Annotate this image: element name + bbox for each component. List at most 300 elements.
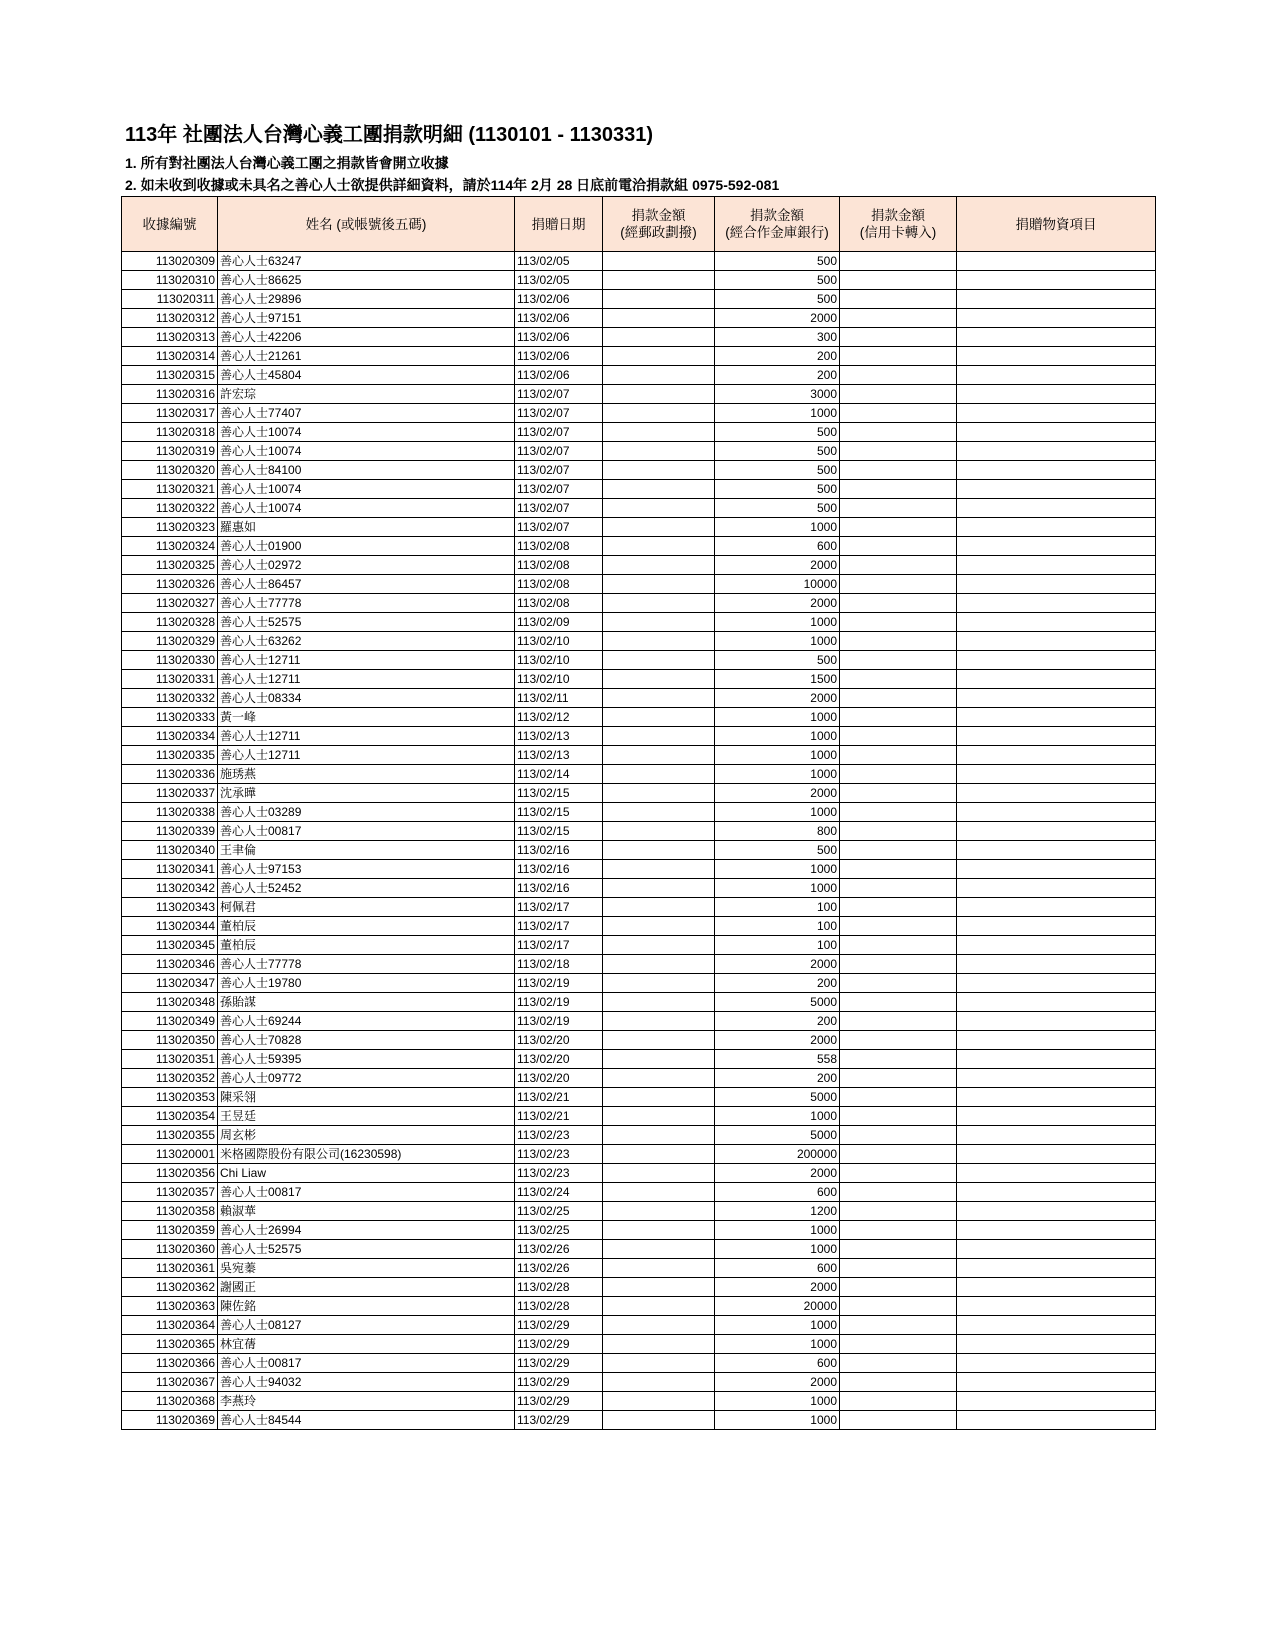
cell-bank-amount: 20000 xyxy=(715,1297,840,1316)
cell-postal-amount xyxy=(603,974,715,993)
cell-card-amount xyxy=(840,366,957,385)
cell-goods xyxy=(957,1259,1156,1278)
cell-name: 善心人士52575 xyxy=(218,613,515,632)
cell-bank-amount: 2000 xyxy=(715,1278,840,1297)
cell-receipt-no: 113020364 xyxy=(122,1316,218,1335)
cell-date: 113/02/14 xyxy=(515,765,603,784)
cell-date: 113/02/07 xyxy=(515,461,603,480)
cell-card-amount xyxy=(840,1335,957,1354)
cell-date: 113/02/06 xyxy=(515,290,603,309)
cell-card-amount xyxy=(840,423,957,442)
cell-receipt-no: 113020315 xyxy=(122,366,218,385)
cell-postal-amount xyxy=(603,1202,715,1221)
cell-receipt-no: 113020341 xyxy=(122,860,218,879)
cell-goods xyxy=(957,974,1156,993)
cell-name: 善心人士00817 xyxy=(218,1354,515,1373)
header-bank-amount-line2: (經合作金庫銀行) xyxy=(725,225,829,240)
page-title: 113年 社團法人台灣心義工團捐款明細 (1130101 - 1130331) xyxy=(125,124,653,146)
cell-receipt-no: 113020358 xyxy=(122,1202,218,1221)
table-header-row xyxy=(122,197,1156,252)
cell-receipt-no: 113020314 xyxy=(122,347,218,366)
cell-card-amount xyxy=(840,1373,957,1392)
cell-name: 王昱廷 xyxy=(218,1107,515,1126)
table-row xyxy=(122,1202,1156,1221)
cell-postal-amount xyxy=(603,480,715,499)
table-row xyxy=(122,689,1156,708)
cell-bank-amount: 1000 xyxy=(715,1221,840,1240)
cell-receipt-no: 113020338 xyxy=(122,803,218,822)
cell-card-amount xyxy=(840,955,957,974)
cell-name: 吳宛蓁 xyxy=(218,1259,515,1278)
cell-receipt-no: 113020351 xyxy=(122,1050,218,1069)
cell-postal-amount xyxy=(603,1259,715,1278)
cell-date: 113/02/17 xyxy=(515,917,603,936)
cell-date: 113/02/07 xyxy=(515,404,603,423)
cell-bank-amount: 1000 xyxy=(715,746,840,765)
cell-postal-amount xyxy=(603,613,715,632)
cell-bank-amount: 600 xyxy=(715,1259,840,1278)
cell-postal-amount xyxy=(603,442,715,461)
cell-postal-amount xyxy=(603,518,715,537)
cell-postal-amount xyxy=(603,1145,715,1164)
cell-postal-amount xyxy=(603,461,715,480)
cell-goods xyxy=(957,689,1156,708)
cell-postal-amount xyxy=(603,708,715,727)
cell-card-amount xyxy=(840,480,957,499)
cell-card-amount xyxy=(840,1183,957,1202)
cell-bank-amount: 500 xyxy=(715,442,840,461)
cell-goods xyxy=(957,632,1156,651)
cell-goods xyxy=(957,1411,1156,1430)
cell-bank-amount: 500 xyxy=(715,461,840,480)
cell-card-amount xyxy=(840,1240,957,1259)
cell-date: 113/02/20 xyxy=(515,1031,603,1050)
cell-goods xyxy=(957,499,1156,518)
cell-receipt-no: 113020331 xyxy=(122,670,218,689)
cell-goods xyxy=(957,1183,1156,1202)
cell-name: 善心人士77407 xyxy=(218,404,515,423)
cell-name: 善心人士02972 xyxy=(218,556,515,575)
cell-receipt-no: 113020309 xyxy=(122,252,218,271)
cell-name: 周玄彬 xyxy=(218,1126,515,1145)
cell-date: 113/02/10 xyxy=(515,651,603,670)
cell-bank-amount: 500 xyxy=(715,841,840,860)
cell-bank-amount: 1000 xyxy=(715,860,840,879)
cell-card-amount xyxy=(840,689,957,708)
table-row xyxy=(122,670,1156,689)
cell-goods xyxy=(957,1031,1156,1050)
note-receipt-policy: 1. 所有對社團法人台灣心義工團之捐款皆會開立收據 xyxy=(125,155,449,171)
cell-date: 113/02/09 xyxy=(515,613,603,632)
cell-bank-amount: 2000 xyxy=(715,309,840,328)
cell-postal-amount xyxy=(603,1297,715,1316)
cell-date: 113/02/29 xyxy=(515,1335,603,1354)
cell-goods xyxy=(957,385,1156,404)
header-card-amount xyxy=(840,197,957,252)
cell-name: 王聿倫 xyxy=(218,841,515,860)
table-row xyxy=(122,993,1156,1012)
cell-goods xyxy=(957,594,1156,613)
cell-receipt-no: 113020365 xyxy=(122,1335,218,1354)
cell-bank-amount: 5000 xyxy=(715,993,840,1012)
cell-postal-amount xyxy=(603,746,715,765)
cell-postal-amount xyxy=(603,670,715,689)
cell-goods xyxy=(957,366,1156,385)
cell-card-amount xyxy=(840,1069,957,1088)
cell-date: 113/02/25 xyxy=(515,1221,603,1240)
cell-card-amount xyxy=(840,1202,957,1221)
table-row xyxy=(122,955,1156,974)
table-row xyxy=(122,1297,1156,1316)
cell-goods xyxy=(957,841,1156,860)
cell-card-amount xyxy=(840,784,957,803)
cell-name: Chi Liaw xyxy=(218,1164,515,1183)
cell-date: 113/02/16 xyxy=(515,841,603,860)
cell-card-amount xyxy=(840,271,957,290)
cell-receipt-no: 113020356 xyxy=(122,1164,218,1183)
cell-name: 善心人士21261 xyxy=(218,347,515,366)
cell-receipt-no: 113020310 xyxy=(122,271,218,290)
cell-postal-amount xyxy=(603,879,715,898)
header-bank-amount-line1: 捐款金額 xyxy=(750,208,804,223)
cell-bank-amount: 300 xyxy=(715,328,840,347)
cell-card-amount xyxy=(840,613,957,632)
cell-name: 董柏辰 xyxy=(218,936,515,955)
table-row xyxy=(122,328,1156,347)
cell-bank-amount: 200 xyxy=(715,974,840,993)
cell-postal-amount xyxy=(603,556,715,575)
cell-card-amount xyxy=(840,898,957,917)
table-row xyxy=(122,1259,1156,1278)
cell-bank-amount: 500 xyxy=(715,423,840,442)
header-postal-amount-line2: (經郵政劃撥) xyxy=(620,225,697,240)
cell-goods xyxy=(957,936,1156,955)
cell-name: 善心人士00817 xyxy=(218,1183,515,1202)
cell-date: 113/02/07 xyxy=(515,518,603,537)
cell-receipt-no: 113020328 xyxy=(122,613,218,632)
cell-receipt-no: 113020318 xyxy=(122,423,218,442)
table-row xyxy=(122,1354,1156,1373)
cell-goods xyxy=(957,480,1156,499)
table-row xyxy=(122,1145,1156,1164)
cell-goods xyxy=(957,1145,1156,1164)
cell-goods xyxy=(957,1050,1156,1069)
cell-goods xyxy=(957,290,1156,309)
cell-date: 113/02/15 xyxy=(515,822,603,841)
cell-postal-amount xyxy=(603,1164,715,1183)
cell-receipt-no: 113020369 xyxy=(122,1411,218,1430)
table-row xyxy=(122,1050,1156,1069)
cell-bank-amount: 1000 xyxy=(715,518,840,537)
cell-card-amount xyxy=(840,1316,957,1335)
cell-postal-amount xyxy=(603,917,715,936)
cell-bank-amount: 5000 xyxy=(715,1126,840,1145)
cell-bank-amount: 2000 xyxy=(715,955,840,974)
cell-date: 113/02/21 xyxy=(515,1107,603,1126)
cell-goods xyxy=(957,1126,1156,1145)
cell-card-amount xyxy=(840,1221,957,1240)
cell-postal-amount xyxy=(603,271,715,290)
cell-bank-amount: 1000 xyxy=(715,1335,840,1354)
cell-name: 柯佩君 xyxy=(218,898,515,917)
cell-date: 113/02/15 xyxy=(515,784,603,803)
cell-bank-amount: 100 xyxy=(715,936,840,955)
cell-receipt-no: 113020316 xyxy=(122,385,218,404)
cell-receipt-no: 113020333 xyxy=(122,708,218,727)
note-contact-info: 2. 如未收到收據或未具名之善心人士欲提供詳細資料，請於114年 2月 28 日底前電洽捐款組 0975-592-081 xyxy=(125,177,780,193)
cell-bank-amount: 500 xyxy=(715,499,840,518)
cell-postal-amount xyxy=(603,1240,715,1259)
cell-card-amount xyxy=(840,917,957,936)
cell-card-amount xyxy=(840,1145,957,1164)
cell-bank-amount: 200000 xyxy=(715,1145,840,1164)
cell-card-amount xyxy=(840,670,957,689)
cell-bank-amount: 2000 xyxy=(715,1373,840,1392)
table-row xyxy=(122,803,1156,822)
header-goods: 捐贈物資項目 xyxy=(957,197,1156,252)
cell-bank-amount: 5000 xyxy=(715,1088,840,1107)
cell-date: 113/02/17 xyxy=(515,898,603,917)
header-postal-amount xyxy=(603,197,715,252)
cell-name: 善心人士97153 xyxy=(218,860,515,879)
header-bank-amount xyxy=(715,197,840,252)
table-row xyxy=(122,917,1156,936)
cell-name: 善心人士08334 xyxy=(218,689,515,708)
cell-date: 113/02/26 xyxy=(515,1240,603,1259)
cell-card-amount xyxy=(840,461,957,480)
cell-date: 113/02/08 xyxy=(515,556,603,575)
cell-goods xyxy=(957,423,1156,442)
cell-bank-amount: 1000 xyxy=(715,613,840,632)
cell-name: 善心人士77778 xyxy=(218,955,515,974)
cell-card-amount xyxy=(840,993,957,1012)
cell-receipt-no: 113020329 xyxy=(122,632,218,651)
cell-goods xyxy=(957,879,1156,898)
table-row xyxy=(122,423,1156,442)
table-row xyxy=(122,651,1156,670)
cell-goods xyxy=(957,784,1156,803)
cell-name: 孫貽謀 xyxy=(218,993,515,1012)
cell-goods xyxy=(957,955,1156,974)
table-row xyxy=(122,1107,1156,1126)
cell-card-amount xyxy=(840,442,957,461)
table-row xyxy=(122,898,1156,917)
table-row xyxy=(122,461,1156,480)
table-row xyxy=(122,480,1156,499)
cell-goods xyxy=(957,1069,1156,1088)
cell-receipt-no: 113020366 xyxy=(122,1354,218,1373)
cell-receipt-no: 113020321 xyxy=(122,480,218,499)
cell-name: 善心人士63247 xyxy=(218,252,515,271)
cell-card-amount xyxy=(840,309,957,328)
cell-card-amount xyxy=(840,1297,957,1316)
header-name: 姓名 (或帳號後五碼) xyxy=(218,197,515,252)
cell-card-amount xyxy=(840,879,957,898)
cell-date: 113/02/23 xyxy=(515,1126,603,1145)
table-row xyxy=(122,1031,1156,1050)
cell-receipt-no: 113020360 xyxy=(122,1240,218,1259)
cell-date: 113/02/20 xyxy=(515,1069,603,1088)
table-row xyxy=(122,1240,1156,1259)
cell-goods xyxy=(957,1278,1156,1297)
cell-bank-amount: 3000 xyxy=(715,385,840,404)
cell-name: 善心人士69244 xyxy=(218,1012,515,1031)
cell-postal-amount xyxy=(603,803,715,822)
cell-date: 113/02/07 xyxy=(515,442,603,461)
cell-card-amount xyxy=(840,936,957,955)
cell-postal-amount xyxy=(603,385,715,404)
cell-card-amount xyxy=(840,1278,957,1297)
cell-postal-amount xyxy=(603,1050,715,1069)
cell-receipt-no: 113020324 xyxy=(122,537,218,556)
table-row xyxy=(122,1012,1156,1031)
cell-date: 113/02/07 xyxy=(515,480,603,499)
cell-receipt-no: 113020346 xyxy=(122,955,218,974)
table-row xyxy=(122,1164,1156,1183)
cell-bank-amount: 100 xyxy=(715,917,840,936)
cell-receipt-no: 113020327 xyxy=(122,594,218,613)
cell-date: 113/02/21 xyxy=(515,1088,603,1107)
header-receipt-no: 收據編號 xyxy=(122,197,218,252)
cell-goods xyxy=(957,537,1156,556)
table-row xyxy=(122,1373,1156,1392)
cell-bank-amount: 2000 xyxy=(715,556,840,575)
table-row xyxy=(122,860,1156,879)
cell-date: 113/02/10 xyxy=(515,632,603,651)
cell-bank-amount: 1000 xyxy=(715,1411,840,1430)
cell-postal-amount xyxy=(603,632,715,651)
cell-goods xyxy=(957,860,1156,879)
cell-card-amount xyxy=(840,746,957,765)
cell-receipt-no: 113020362 xyxy=(122,1278,218,1297)
cell-postal-amount xyxy=(603,860,715,879)
table-row xyxy=(122,1411,1156,1430)
cell-bank-amount: 2000 xyxy=(715,1031,840,1050)
cell-receipt-no: 113020330 xyxy=(122,651,218,670)
cell-goods xyxy=(957,1202,1156,1221)
cell-card-amount xyxy=(840,1088,957,1107)
cell-date: 113/02/19 xyxy=(515,974,603,993)
cell-bank-amount: 500 xyxy=(715,252,840,271)
cell-name: 善心人士29896 xyxy=(218,290,515,309)
table-row xyxy=(122,366,1156,385)
cell-receipt-no: 113020350 xyxy=(122,1031,218,1050)
donation-table xyxy=(121,196,1156,1430)
cell-card-amount xyxy=(840,974,957,993)
cell-name: 善心人士63262 xyxy=(218,632,515,651)
cell-card-amount xyxy=(840,1354,957,1373)
cell-postal-amount xyxy=(603,936,715,955)
cell-receipt-no: 113020313 xyxy=(122,328,218,347)
cell-postal-amount xyxy=(603,575,715,594)
cell-date: 113/02/29 xyxy=(515,1354,603,1373)
cell-name: 善心人士86457 xyxy=(218,575,515,594)
cell-postal-amount xyxy=(603,1069,715,1088)
cell-date: 113/02/06 xyxy=(515,347,603,366)
cell-goods xyxy=(957,461,1156,480)
cell-name: 陳采翎 xyxy=(218,1088,515,1107)
header-card-amount-line2: (信用卡轉入) xyxy=(859,225,937,240)
cell-date: 113/02/19 xyxy=(515,993,603,1012)
cell-postal-amount xyxy=(603,499,715,518)
table-row xyxy=(122,784,1156,803)
cell-card-amount xyxy=(840,385,957,404)
cell-date: 113/02/05 xyxy=(515,271,603,290)
cell-postal-amount xyxy=(603,1354,715,1373)
cell-bank-amount: 1000 xyxy=(715,1392,840,1411)
cell-receipt-no: 113020343 xyxy=(122,898,218,917)
cell-receipt-no: 113020357 xyxy=(122,1183,218,1202)
cell-receipt-no: 113020319 xyxy=(122,442,218,461)
cell-postal-amount xyxy=(603,1411,715,1430)
cell-card-amount xyxy=(840,290,957,309)
cell-receipt-no: 113020355 xyxy=(122,1126,218,1145)
cell-goods xyxy=(957,993,1156,1012)
table-row xyxy=(122,271,1156,290)
cell-receipt-no: 113020001 xyxy=(122,1145,218,1164)
table-row xyxy=(122,632,1156,651)
table-row xyxy=(122,1126,1156,1145)
cell-name: 善心人士10074 xyxy=(218,442,515,461)
cell-date: 113/02/11 xyxy=(515,689,603,708)
cell-goods xyxy=(957,271,1156,290)
cell-postal-amount xyxy=(603,252,715,271)
cell-receipt-no: 113020332 xyxy=(122,689,218,708)
cell-bank-amount: 2000 xyxy=(715,784,840,803)
cell-name: 黃一峰 xyxy=(218,708,515,727)
table-row xyxy=(122,385,1156,404)
cell-goods xyxy=(957,518,1156,537)
cell-date: 113/02/07 xyxy=(515,499,603,518)
table-row xyxy=(122,556,1156,575)
cell-name: 善心人士59395 xyxy=(218,1050,515,1069)
cell-goods xyxy=(957,442,1156,461)
cell-goods xyxy=(957,1240,1156,1259)
cell-receipt-no: 113020344 xyxy=(122,917,218,936)
cell-card-amount xyxy=(840,347,957,366)
cell-date: 113/02/17 xyxy=(515,936,603,955)
cell-receipt-no: 113020367 xyxy=(122,1373,218,1392)
table-row xyxy=(122,1088,1156,1107)
cell-bank-amount: 500 xyxy=(715,651,840,670)
cell-name: 許宏琮 xyxy=(218,385,515,404)
cell-date: 113/02/19 xyxy=(515,1012,603,1031)
cell-bank-amount: 800 xyxy=(715,822,840,841)
cell-date: 113/02/28 xyxy=(515,1297,603,1316)
table-row xyxy=(122,974,1156,993)
cell-date: 113/02/08 xyxy=(515,575,603,594)
cell-receipt-no: 113020335 xyxy=(122,746,218,765)
cell-receipt-no: 113020347 xyxy=(122,974,218,993)
table-row xyxy=(122,1316,1156,1335)
table-row xyxy=(122,1392,1156,1411)
cell-bank-amount: 1000 xyxy=(715,803,840,822)
cell-bank-amount: 1500 xyxy=(715,670,840,689)
cell-name: 善心人士10074 xyxy=(218,423,515,442)
cell-name: 善心人士45804 xyxy=(218,366,515,385)
cell-date: 113/02/12 xyxy=(515,708,603,727)
cell-bank-amount: 1000 xyxy=(715,1107,840,1126)
cell-card-amount xyxy=(840,537,957,556)
cell-goods xyxy=(957,1335,1156,1354)
cell-date: 113/02/07 xyxy=(515,385,603,404)
cell-bank-amount: 558 xyxy=(715,1050,840,1069)
cell-date: 113/02/13 xyxy=(515,746,603,765)
cell-card-amount xyxy=(840,632,957,651)
cell-receipt-no: 113020340 xyxy=(122,841,218,860)
cell-bank-amount: 500 xyxy=(715,271,840,290)
cell-receipt-no: 113020361 xyxy=(122,1259,218,1278)
